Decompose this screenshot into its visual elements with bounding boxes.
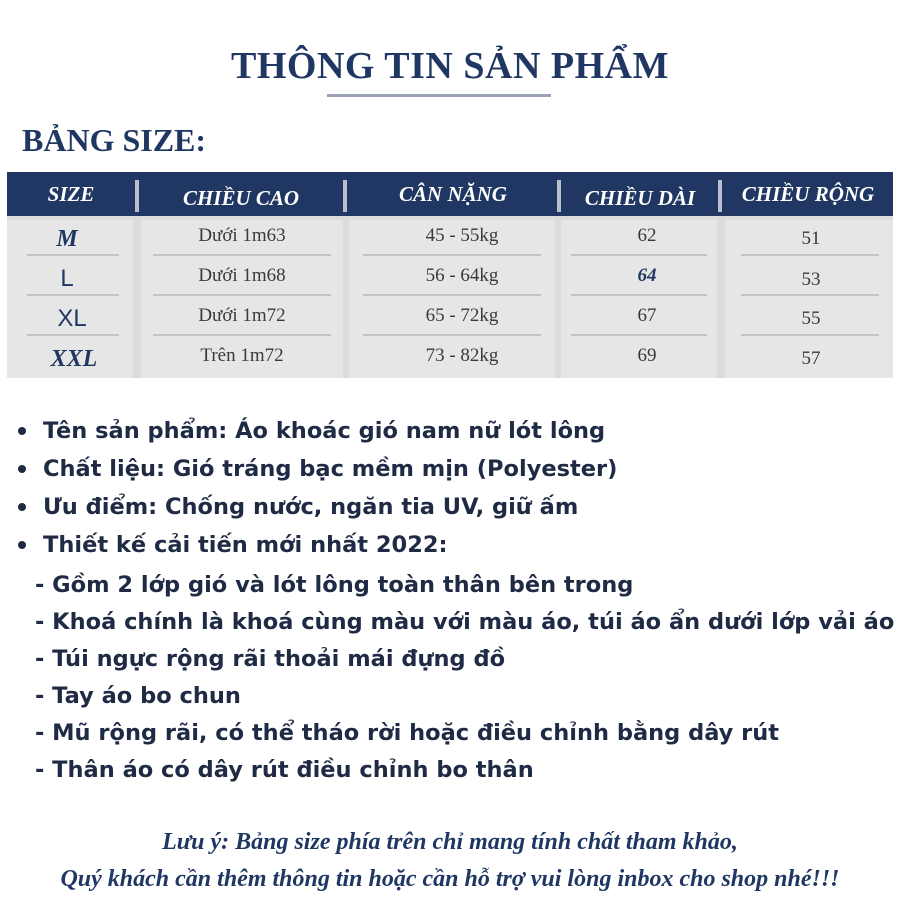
bullet-icon — [18, 427, 26, 435]
page-title: THÔNG TIN SẢN PHẨM — [231, 45, 669, 87]
design-detail-item: - Gồm 2 lớp gió và lót lông toàn thân bên trong — [35, 572, 634, 598]
table-cell-length: 67 — [637, 305, 657, 326]
table-cell-length: 62 — [637, 225, 657, 246]
table-cell-width: 55 — [801, 308, 821, 329]
design-detail-item: - Thân áo có dây rút điều chỉnh bo thân — [35, 757, 534, 783]
table-cell-size: XL — [57, 305, 87, 332]
title-underline — [327, 94, 551, 97]
table-cell-length: 64 — [637, 265, 657, 286]
header-separator — [343, 180, 347, 212]
bullet-icon — [18, 541, 26, 549]
header-size: SIZE — [47, 181, 95, 206]
size-table — [7, 172, 893, 378]
table-cell-height: Dưới 1m63 — [198, 225, 286, 246]
design-detail-item: - Túi ngực rộng rãi thoải mái đựng đồ — [35, 646, 506, 672]
design-details-list — [35, 567, 900, 789]
list-item — [16, 526, 896, 564]
table-cell-width: 51 — [801, 228, 821, 249]
header-weight: CÂN NẶNG — [399, 181, 507, 206]
table-cell-width: 57 — [801, 348, 821, 369]
bullet-icon — [18, 465, 26, 473]
header-separator — [557, 180, 561, 212]
table-cell-height: Dưới 1m72 — [198, 305, 286, 326]
note-line-1: Lưu ý: Bảng size phía trên chỉ mang tính chất tham khảo, — [162, 829, 738, 855]
header-separator — [135, 180, 139, 212]
list-item-text: Thiết kế cải tiến mới nhất 2022: — [43, 532, 448, 558]
product-info-list — [16, 412, 896, 564]
list-item — [16, 488, 896, 526]
table-cell-width: 53 — [801, 269, 821, 290]
design-detail-item: - Mũ rộng rãi, có thể tháo rời hoặc điều chỉnh bằng dây rút — [35, 720, 780, 746]
header-width: CHIỀU RỘNG — [741, 181, 875, 206]
design-detail-item: - Tay áo bo chun — [35, 683, 241, 709]
list-item — [16, 450, 896, 488]
bullet-icon — [18, 503, 26, 511]
table-cell-weight: 45 - 55kg — [425, 225, 499, 246]
list-item-text: Tên sản phẩm: Áo khoác gió nam nữ lót lông — [43, 418, 606, 444]
table-cell-length: 69 — [637, 345, 657, 366]
header-length: CHIỀU DÀI — [584, 185, 696, 210]
table-cell-size: L — [60, 265, 74, 292]
table-cell-height: Dưới 1m68 — [198, 265, 286, 286]
size-table-heading: BẢNG SIZE: — [22, 122, 207, 158]
table-cell-size: M — [56, 225, 78, 252]
list-item — [16, 412, 896, 450]
list-item-text: Ưu điểm: Chống nước, ngăn tia UV, giữ ấm — [43, 494, 579, 520]
design-detail-item: - Khoá chính là khoá cùng màu với màu áo, túi áo ẩn dưới lớp vải áo — [35, 609, 895, 635]
table-cell-weight: 65 - 72kg — [425, 305, 499, 326]
table-cell-height: Trên 1m72 — [200, 345, 284, 366]
size-table-header — [7, 172, 893, 216]
table-cell-weight: 56 - 64kg — [425, 265, 499, 286]
note-line-2: Quý khách cần thêm thông tin hoặc cần hỗ trợ vui lòng inbox cho shop nhé!!! — [60, 866, 840, 892]
table-cell-weight: 73 - 82kg — [425, 345, 499, 366]
header-height: CHIỀU CAO — [182, 185, 300, 210]
list-item-text: Chất liệu: Gió tráng bạc mềm mịn (Polyester) — [43, 456, 618, 482]
header-separator — [718, 180, 722, 212]
table-cell-size: XXL — [50, 345, 98, 372]
